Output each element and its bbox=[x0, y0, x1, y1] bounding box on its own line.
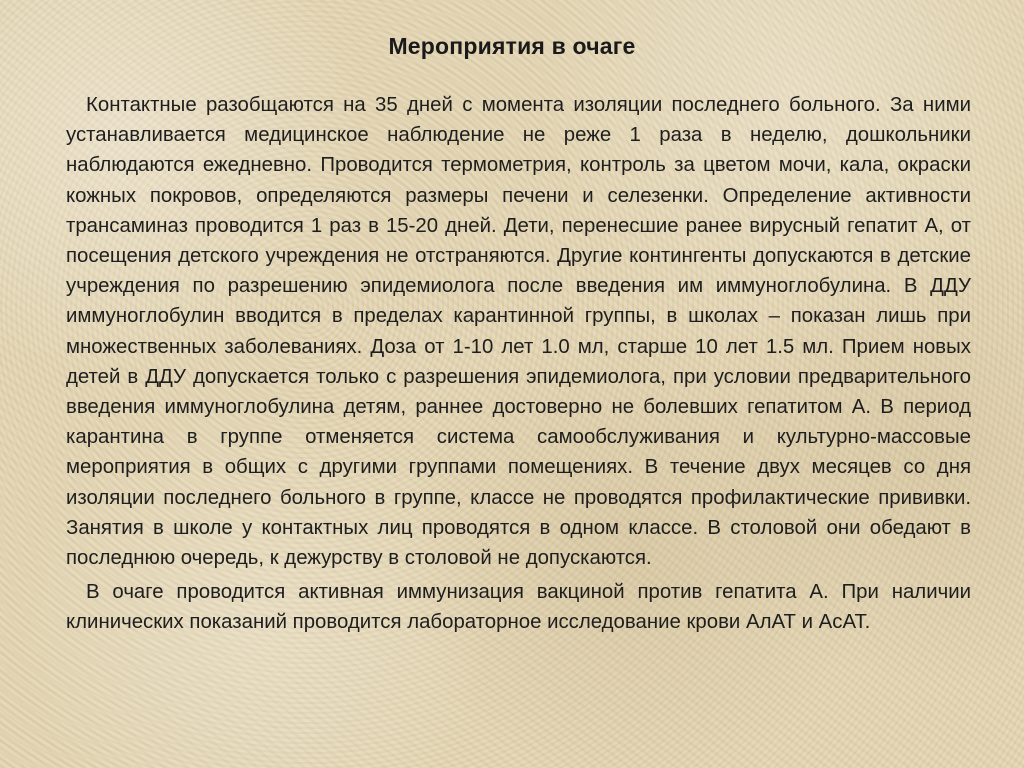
slide-body bbox=[66, 90, 971, 638]
slide-title: Мероприятия в очаге bbox=[388, 33, 636, 59]
paragraph-immunization: В очаге проводится активная иммунизация вакциной против гепатита А. При наличии клинических показаний проводится лабораторное исследование крови АлАТ и АсАТ. bbox=[66, 581, 971, 634]
paragraph-contact-measures: Контактные разобщаются на 35 дней с момента изоляции последнего больного. За ними устанавливается медицинское наблюдение не реже 1 раза в неделю, дошкольники наблюдаются ежедневно. Проводится термометрия, контроль за цветом мочи, кала, окраски кожных покровов, определяются размеры печени и селезенки. Определение активности трансаминаз проводится 1 раз в 15-20 дней. Дети, перенесшие ранее вирусный гепатит А, от посещения детского учреждения не отстраняются. Другие контингенты допускаются в детские учреждения по разрешению эпидемиолога после введения им иммуноглобулина. В ДДУ иммуноглобулин вводится в пределах карантинной группы, в школах – показан лишь при множественных заболеваниях. Доза от 1-10 лет 1.0 мл, старше 10 лет 1.5 мл. Прием новых детей в ДДУ допускается только с разрешения эпидемиолога, при условии предварительного введения иммуноглобулина детям, раннее достоверно не болевших гепатитом А. В период карантина в группе отменяется система самообслуживания и культурно-массовые мероприятия в общих с другими группами помещениях. В течение двух месяцев со дня изоляции последнего больного в группе, классе не проводятся профилактические прививки. Занятия в школе у контактных лиц проводятся в одном классе. В столовой они обедают в последнюю очередь, к дежурству в столовой не допускаются. bbox=[66, 94, 971, 570]
